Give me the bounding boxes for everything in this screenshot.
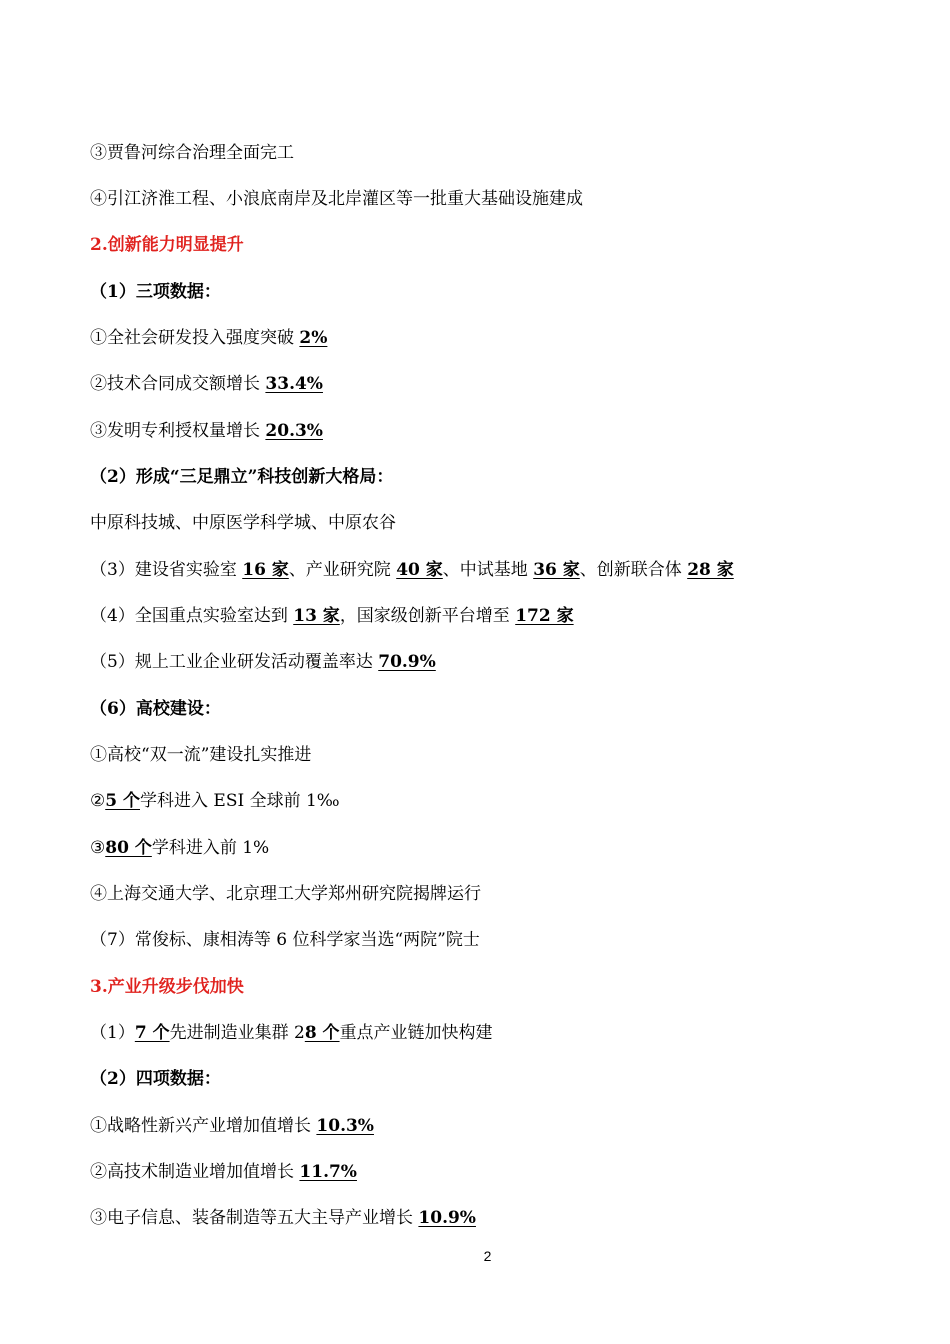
highlight-value: 36 家	[533, 560, 580, 580]
subheading: （1）三项数据：	[90, 282, 221, 302]
paragraph: （3）建设省实验室 16 家、产业研究院 40 家、中试基地 36 家、创新联合体 28 家	[90, 560, 734, 580]
highlight-value: 20.3%	[265, 421, 323, 441]
highlight-value: 40 家	[396, 560, 443, 580]
paragraph: （1）7 个先进制造业集群 28 个重点产业链加快构建	[90, 1023, 493, 1043]
paragraph: 中原科技城、中原医学科学城、中原农谷	[90, 513, 396, 533]
page-number: 2	[483, 1248, 492, 1264]
list-item: ③80 个学科进入前 1%	[90, 838, 270, 858]
list-item: ④上海交通大学、北京理工大学郑州研究院揭牌运行	[90, 884, 481, 904]
highlight-value: 28 家	[687, 560, 734, 580]
highlight-value: 8 个	[304, 1023, 340, 1043]
list-item: ②技术合同成交额增长 33.4%	[90, 374, 323, 394]
highlight-value: 80 个	[105, 838, 152, 858]
list-item: ③电子信息、装备制造等五大主导产业增长 10.9%	[90, 1208, 476, 1228]
highlight-value: 172 家	[515, 606, 574, 626]
list-item: ②5 个学科进入 ESI 全球前 1‰	[90, 791, 340, 811]
list-item: ③发明专利授权量增长 20.3%	[90, 421, 323, 441]
list-item: ①高校“双一流”建设扎实推进	[90, 745, 312, 765]
paragraph: （5）规上工业企业研发活动覆盖率达 70.9%	[90, 652, 436, 672]
highlight-value: 11.7%	[299, 1162, 357, 1182]
highlight-value: 10.9%	[418, 1208, 476, 1228]
paragraph: （4）全国重点实验室达到 13 家，国家级创新平台增至 172 家	[90, 606, 574, 626]
list-item: ②高技术制造业增加值增长 11.7%	[90, 1162, 357, 1182]
highlight-value: 70.9%	[378, 652, 436, 672]
highlight-value: 10.3%	[316, 1116, 374, 1136]
highlight-value: 13 家	[293, 606, 340, 626]
highlight-value: 5 个	[105, 791, 140, 811]
highlight-value: 33.4%	[265, 374, 323, 394]
subheading: （6）高校建设：	[90, 699, 221, 719]
list-item: ①全社会研发投入强度突破 2%	[90, 328, 328, 348]
section-heading: 3.产业升级步伐加快	[90, 977, 244, 997]
paragraph: （7）常俊标、康相涛等 6 位科学家当选“两院”院士	[90, 930, 480, 950]
list-item: ①战略性新兴产业增加值增长 10.3%	[90, 1116, 374, 1136]
highlight-value: 7 个	[134, 1023, 170, 1043]
subheading: （2）形成“三足鼎立”科技创新大格局：	[90, 467, 394, 487]
list-item: ③贾鲁河综合治理全面完工	[90, 143, 294, 163]
subheading: （2）四项数据：	[90, 1069, 221, 1089]
section-heading: 2.创新能力明显提升	[90, 235, 244, 255]
list-item: ④引江济淮工程、小浪底南岸及北岸灌区等一批重大基础设施建成	[90, 189, 583, 209]
highlight-value: 2%	[299, 328, 328, 348]
highlight-value: 16 家	[242, 560, 289, 580]
